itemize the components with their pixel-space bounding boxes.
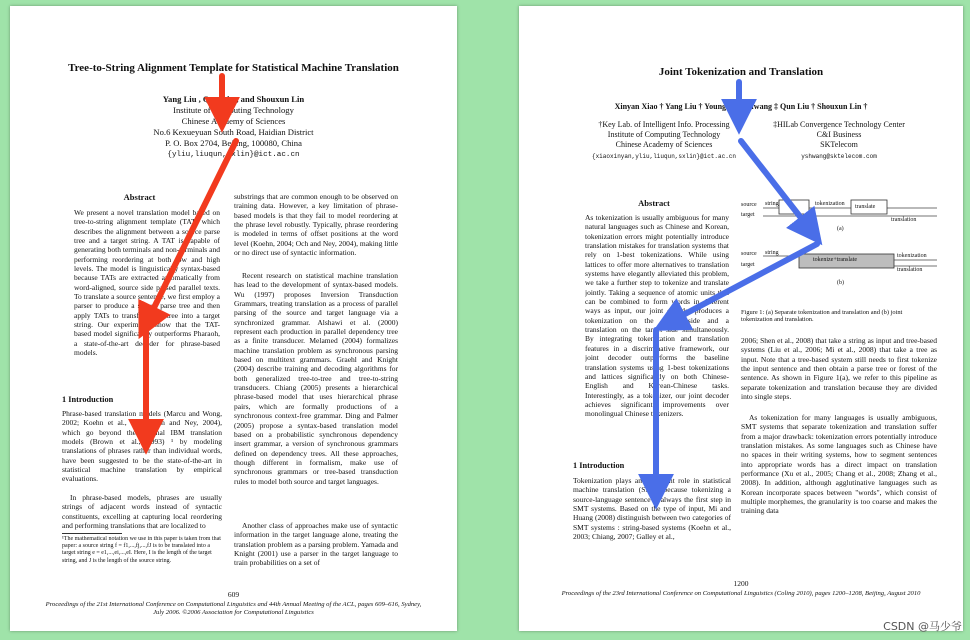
figure-label: tokenization xyxy=(815,201,845,207)
figure-label: target xyxy=(741,212,755,218)
proceedings-footer: Proceedings of the 23rd International Conference on Computational Linguistics (Coling 2010), pages 1200–1208, Beijing, August 2010 xyxy=(561,590,921,597)
watermark: CSDN @马少爷 xyxy=(883,620,962,633)
intro-paragraph: Tokenization plays an important role in statistical machine translation (SMT) because tokenizing a source-language sentence is always the first step in SMT systems. Based on the type of input, Mi and Huang (2008) distinguish between two categories of SMT systems : string-based systems (Koehn et al., 2003; Chiang, 2007; Galley et al., xyxy=(573,476,731,542)
figure-label: string xyxy=(765,250,779,256)
paper-affiliation: Institute of Computing Technology xyxy=(607,130,721,139)
paper-affiliation: SKTelecom xyxy=(820,140,858,149)
abstract-heading: Abstract xyxy=(638,198,670,208)
figure-caption: Figure 1: (a) Separate tokenization and translation and (b) joint tokenization and translation. xyxy=(741,309,903,324)
paper-affiliation: ‡HILab Convergence Technology Center xyxy=(773,120,905,129)
figure-1 xyxy=(741,194,939,304)
abstract-text: As tokenization is usually ambiguous for many natural languages such as Chinese and Korean, tokenization errors might potentially introduce translation mistakes for translation systems that rely on 1-best tokenizations. While using lattices to offer more alternatives to translation systems have elegantly alleviated this problem, we take a further step to tokenize and translate jointly. Taking a sequence of atomic units that can be combined to form words in different ways as input, our joint decoder produces a tokenization on the source side and a translation on the target side simultaneously. By integrating tokenization and translation features in a discriminative framework, our joint decoder outperforms the baseline translation systems using 1-best tokenizations and lattices significantly on both Chinese-English and Korean-Chinese tasks. Interestingly, as a tokenizer, our joint decoder achieves significant improvements over monolingual Chinese tokenizers. xyxy=(585,213,729,419)
proceedings-footer: Proceedings of the 21st International Conference on Computational Linguistics and 44th Annual Meeting of the ACL, pages 609–616, Sydney, July 2006. ©2006 Association for Computational Linguistics xyxy=(45,601,422,616)
intro-paragraph: In phrase-based models, phrases are usually strings of adjacent words instead of syntactic constituents, excelling at capturing local reordering and performing translations that are localized to xyxy=(62,493,222,531)
figure-label: tokenization xyxy=(897,253,927,259)
paper-page-right xyxy=(519,6,963,631)
paper-title: Joint Tokenization and Translation xyxy=(658,66,824,78)
paper-email: {yliu,liuqun,sxlin}@ict.ac.cn xyxy=(167,151,300,159)
figure-label: string xyxy=(765,201,779,207)
figure-label: translate xyxy=(855,204,876,210)
figure-label: (a) xyxy=(837,226,844,232)
section-heading: 1 Introduction xyxy=(573,461,625,470)
figure-label: target xyxy=(741,262,755,268)
paper-email: yshwang@sktelecom.com xyxy=(801,153,877,160)
body-paragraph: Another class of approaches make use of syntactic information in the target language alone, treating the translation problem as a parsing problem. Yamada and Knight (2001) use a parser in the target language to train probabilities on a set of xyxy=(234,521,398,568)
body-paragraph: substrings that are common enough to be observed on training data. However, a key limitation of phrase-based models is that they fail to model reordering at the phrase level robustly. Typically, phrase reordering is modeled in terms of offset positions at the word level (Koehn, 2004; Och and Ney, 2004), making little or no direct use of syntactic information. xyxy=(234,192,398,258)
paper-page-left xyxy=(10,6,457,631)
paper-affiliation: No.6 Kexueyuan South Road, Haidian District xyxy=(153,127,314,137)
paper-affiliation: †Key Lab. of Intelligent Info. Processing xyxy=(598,120,730,129)
abstract-heading: Abstract xyxy=(123,192,156,202)
body-paragraph: As tokenization for many languages is usually ambiguous, SMT systems that separate tokenization and translation suffer from a major drawback: tokenization errors potentially introduce translation mistakes. As some languages such as Chinese have no spaces in their writing systems, how to segment sentences into appropriate words has a direct impact on translation performance (Xu et al., 2005; Chang et al., 2008; Zhang et al., 2008). In addition, although agglutinative languages such as Korean incorporate spaces between "words", which consist of multiple morphemes, the granularity is too coarse and makes the training data xyxy=(741,413,937,516)
page-number: 609 xyxy=(227,590,240,599)
paper-affiliation: C&I Business xyxy=(816,130,862,139)
paper-affiliation: Institute of Computing Technology xyxy=(173,105,294,115)
paper-authors: Xinyan Xiao † Yang Liu † Young-Sook Hwang ‡ Qun Liu † Shouxun Lin † xyxy=(614,102,868,111)
abstract-text: We present a novel translation model based on tree-to-string alignment template (TAT) which describes the alignment between a source parse tree and a target string. A TAT is capable of generating both terminals and non-terminals and performing reordering at both low and high levels. The model is linguistically syntax-based because TATs are extracted automatically from word-aligned, source side parsed parallel texts. To translate a source sentence, we first employ a parser to produce a source parse tree and then apply TATs to transform the tree into a target string. Our experiments show that the TAT-based model significantly outperforms Pharaoh, a state-of-the-art decoder for phrase-based models. xyxy=(74,208,220,358)
figure-label: (b) xyxy=(837,280,844,286)
section-heading: 1 Introduction xyxy=(62,395,114,404)
paper-affiliation: Chinese Academy of Sciences xyxy=(181,116,286,126)
footnote-rule xyxy=(62,533,122,534)
figure-label: source xyxy=(741,202,757,208)
body-paragraph: 2006; Shen et al., 2008) that take a string as input and tree-based systems (Liu et al., 2006; Mi et al., 2008) that take a tree as input. Note that a tree-based system still needs to first tokenize the input sentence and then obtain a parse tree or forest of the sentence. As shown in Figure 1(a), we refer to this pipeline as separate tokenization and translation because they are divided into single steps. xyxy=(741,336,937,402)
intro-paragraph: Phrase-based translation models (Marcu and Wong, 2002; Koehn et al., 2003; Och and Ney, 2004), which go beyond the original IBM translation models (Brown et al., 1993) ¹ by modeling translations of phrases rather than individual words, have been suggested to be the state-of-the-art in statistical machine translation by empirical evaluations. xyxy=(62,409,222,484)
paper-affiliation: Chinese Academy of Sciences xyxy=(615,140,713,149)
body-paragraph: Recent research on statistical machine translation has lead to the development of syntax-based models. Wu (1997) proposes Inversion Transduction Grammars, treating translation as a process of parallel parsing of the source and target language via a synchronized grammar. Alshawi et al. (2000) represent each production in parallel dependency tree as a finite transducer. Melamed (2004) formalizes machine translation problem as synchronous parsing based on multitext grammars. Graehl and Knight (2004) describe training and decoding algorithms for both generalized tree-to-tree and tree-to-string transducers. Chiang (2005) presents a hierarchical phrase-based model that uses hierarchical phrase pairs, which are formally productions of a synchronous context-free grammar. Ding and Palmer (2005) propose a syntax-based translation model based on a probabilistic synchronous dependency insert grammar, a version of synchronous grammars defined on dependency trees. All these approaches, though different in formalism, make use of synchronous grammars or tree-based transduction rules to model both source and target languages. xyxy=(234,271,398,486)
figure-label: source xyxy=(741,251,757,257)
paper-title: Tree-to-String Alignment Template for Statistical Machine Translation xyxy=(68,62,399,74)
figure-label: translation xyxy=(891,217,917,223)
paper-authors: Yang Liu , Qun Liu , and Shouxun Lin xyxy=(162,94,305,104)
footnote: ¹The mathematical notation we use in this paper is taken from that paper: a source string f = f1,...,fj,...,fJ is to be translated into a target string e = e1,...,ei,...,eI. Here, I is the length of the target string, and J is the length of the source string. xyxy=(62,536,221,564)
paper-affiliation: P. O. Box 2704, Beijing, 100080, China xyxy=(165,138,302,148)
figure-label: tokenize+translate xyxy=(813,257,858,263)
figure-label: translation xyxy=(897,267,923,273)
figure-diagram xyxy=(741,194,939,304)
paper-email: {xiaoxinyan,yliu,liuqun,sxlin}@ict.ac.cn xyxy=(591,153,737,160)
page-number: 1200 xyxy=(733,579,749,588)
